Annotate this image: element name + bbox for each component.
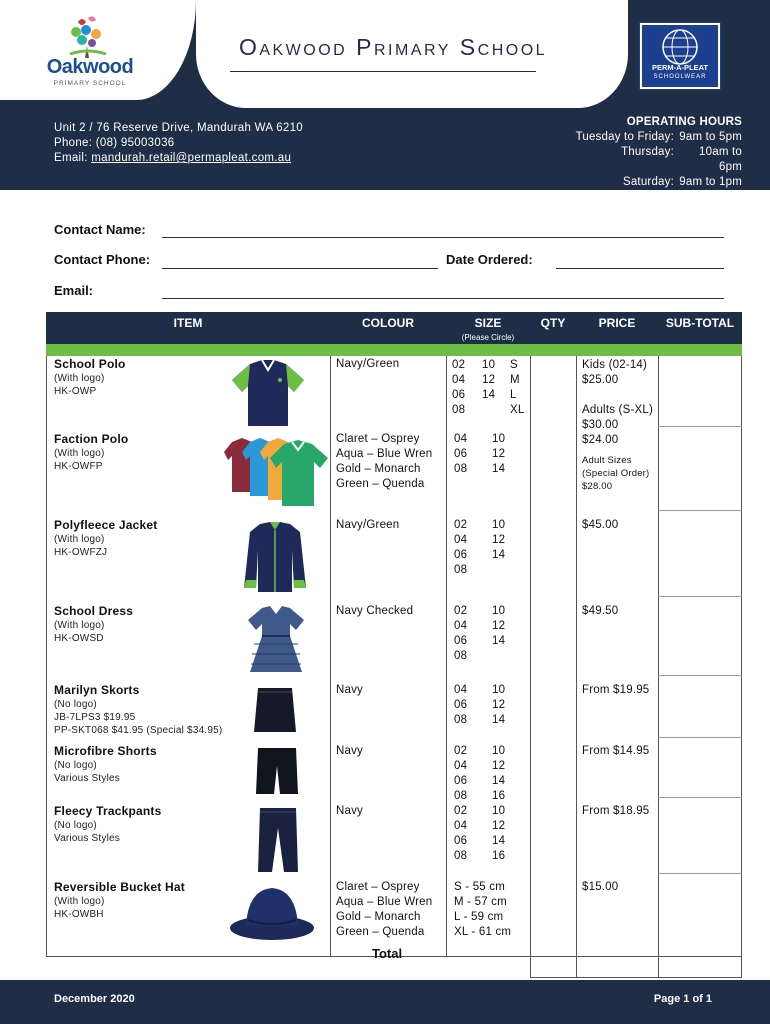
size-options[interactable] (454, 432, 532, 477)
item-code: PP-SKT068 $41.95 (Special $34.95) (54, 725, 223, 736)
list-item (54, 744, 157, 785)
colour-cell (336, 604, 413, 619)
title-rule (230, 71, 536, 72)
col-divider (446, 356, 447, 956)
size-option[interactable]: 14 (492, 835, 506, 847)
colour-cell (336, 357, 399, 372)
subtotal-row-line (658, 797, 742, 798)
price-value: $15.00 (582, 881, 619, 893)
price-label: Adults (S-XL) (582, 404, 653, 416)
col-price: PRICE (598, 316, 636, 330)
logo-subtitle: PRIMARY SCHOOL (53, 80, 127, 87)
col-divider (576, 356, 577, 978)
colour-value: Green – Quenda (336, 478, 425, 490)
size-option[interactable]: S (510, 359, 518, 371)
size-option[interactable]: 04 (454, 534, 468, 546)
date-ordered-label: Date Ordered: (446, 252, 533, 267)
size-option[interactable]: 06 (454, 835, 468, 847)
price-value: $25.00 (582, 374, 619, 386)
page-number: Page 1 of 1 (653, 993, 712, 1005)
microfibre-shorts-image (254, 746, 300, 798)
school-dress-image (244, 604, 308, 674)
size-option[interactable]: S - 55 cm (454, 881, 506, 893)
size-option[interactable]: 14 (482, 389, 496, 401)
size-option[interactable]: 06 (454, 448, 468, 460)
store-phone: Phone: (08) 95003036 (54, 137, 175, 149)
hours-day: Thursday: (621, 146, 674, 158)
size-option[interactable]: 08 (454, 564, 468, 576)
total-row-bottom (530, 977, 742, 978)
size-option[interactable]: 14 (492, 635, 506, 647)
item-name: Faction Polo (54, 432, 129, 446)
size-option[interactable]: XL (510, 404, 525, 416)
list-item (54, 683, 222, 737)
item-name: School Polo (54, 357, 126, 371)
size-option[interactable]: 12 (492, 620, 506, 632)
item-name: Microfibre Shorts (54, 744, 157, 758)
partner-subtitle: SCHOOLWEAR (653, 74, 707, 80)
item-note: (With logo) (54, 896, 105, 907)
colour-value: Navy Checked (336, 605, 414, 617)
size-option[interactable]: 10 (492, 433, 506, 445)
email-field-label: Email: (54, 283, 94, 298)
colour-value: Navy/Green (336, 358, 400, 370)
item-note: (No logo) (54, 760, 97, 771)
bucket-hat-image (226, 882, 318, 946)
size-option[interactable]: 10 (492, 519, 506, 531)
colour-value: Navy (336, 684, 364, 696)
size-option[interactable]: M - 57 cm (454, 896, 507, 908)
price-value: From $14.95 (582, 745, 650, 757)
price-label: Kids (02-14) (582, 359, 648, 371)
colour-value: Gold – Monarch (336, 463, 421, 475)
item-code: JB-7LPS3 $19.95 (54, 712, 136, 723)
colour-value: Navy (336, 805, 364, 817)
item-name: School Dress (54, 604, 134, 618)
colour-value: Gold – Monarch (336, 911, 421, 923)
size-option[interactable]: 02 (454, 519, 468, 531)
subtotal-row-line (658, 426, 742, 427)
size-option[interactable]: 02 (454, 605, 468, 617)
partner-name: PERM-A-PLEAT (651, 63, 709, 72)
item-name: Polyfleece Jacket (54, 518, 158, 532)
size-option[interactable]: 12 (492, 820, 506, 832)
colour-value: Aqua – Blue Wren (336, 896, 433, 908)
size-note: (Please Circle) (461, 333, 515, 342)
price-cell (582, 804, 649, 819)
size-options[interactable] (454, 880, 511, 940)
size-option[interactable]: 06 (454, 775, 468, 787)
colour-value: Aqua – Blue Wren (336, 448, 433, 460)
size-option[interactable]: 04 (454, 684, 468, 696)
hours-day: Tuesday to Friday: (575, 131, 674, 143)
trackpants-image (256, 806, 300, 876)
size-option[interactable]: 02 (454, 805, 468, 817)
list-item (54, 357, 126, 398)
table-border-right (741, 356, 742, 978)
price-cell (582, 604, 618, 619)
colour-cell (336, 744, 363, 759)
store-address: Unit 2 / 76 Reserve Drive, Mandurah WA 6210 (54, 122, 303, 134)
size-option[interactable]: 06 (452, 389, 466, 401)
item-code: HK-OWFZJ (54, 547, 108, 558)
colour-value: Claret – Osprey (336, 881, 420, 893)
item-code: HK-OWBH (54, 909, 104, 920)
size-option[interactable] (482, 403, 510, 418)
size-option[interactable]: 08 (452, 404, 466, 416)
size-option[interactable]: 10 (492, 805, 506, 817)
item-note: (With logo) (54, 373, 105, 384)
size-option[interactable]: 14 (492, 549, 506, 561)
email-field[interactable] (162, 298, 724, 299)
form-title: Uniform Order Form (284, 85, 478, 107)
subtotal-row-line (658, 737, 742, 738)
colour-cell (336, 683, 363, 698)
size-option[interactable]: 08 (454, 850, 468, 862)
colour-cell (336, 880, 432, 940)
email-label: Email: (54, 152, 92, 164)
col-size: SIZE (474, 316, 502, 330)
size-option[interactable]: 08 (454, 463, 468, 475)
size-option[interactable]: 04 (454, 820, 468, 832)
size-option[interactable]: 10 (492, 684, 506, 696)
col-divider (658, 356, 659, 978)
total-label: Total (372, 946, 403, 961)
contact-name-label: Contact Name: (54, 222, 146, 237)
date-ordered-field[interactable] (556, 268, 724, 269)
contact-phone-field[interactable] (162, 268, 438, 269)
size-options[interactable] (454, 604, 532, 664)
price-label: Adult Sizes (582, 455, 632, 466)
hours-day: Saturday: (622, 176, 674, 188)
size-option[interactable]: 04 (454, 433, 468, 445)
size-option[interactable]: XL - 61 cm (454, 926, 512, 938)
globe-icon (642, 27, 718, 67)
size-option[interactable]: 14 (492, 775, 506, 787)
hours-time: 9am to 5pm (679, 131, 742, 143)
size-option[interactable]: 12 (482, 374, 496, 386)
contact-phone-label: Contact Phone: (54, 252, 151, 267)
price-note: (Special Order) (582, 468, 650, 479)
store-address-block (54, 121, 303, 166)
item-note: (With logo) (54, 534, 105, 545)
size-option[interactable]: 06 (454, 699, 468, 711)
item-note: Various Styles (54, 773, 120, 784)
operating-hours (576, 115, 742, 190)
subtotal-row-line (658, 510, 742, 511)
price-value: $24.00 (582, 434, 619, 446)
item-name: Reversible Bucket Hat (54, 880, 185, 894)
list-item (54, 804, 161, 845)
subtotal-row-line (658, 675, 742, 676)
size-option[interactable]: 08 (454, 790, 468, 802)
list-item (54, 880, 185, 921)
price-value: $49.50 (582, 605, 619, 617)
price-cell (582, 880, 618, 895)
contact-name-field[interactable] (162, 237, 724, 238)
size-option[interactable]: 04 (452, 374, 466, 386)
store-email-line (54, 151, 303, 166)
subtotal-row-line (658, 873, 742, 874)
colour-cell (336, 804, 363, 819)
size-option[interactable]: 08 (454, 650, 468, 662)
item-note: (With logo) (54, 448, 105, 459)
school-polo-image (228, 358, 308, 430)
size-option[interactable]: 10 (492, 745, 506, 757)
table-border-left (46, 356, 47, 956)
list-item (54, 518, 157, 559)
email-link[interactable]: mandurah.retail@permapleat.com.au (91, 152, 292, 164)
item-note: Various Styles (54, 833, 120, 844)
size-option[interactable]: 04 (454, 760, 468, 772)
price-cell (582, 683, 649, 698)
list-item (54, 604, 133, 645)
size-options[interactable] (454, 518, 532, 578)
size-option[interactable]: M (510, 374, 520, 386)
skorts-image (252, 686, 298, 736)
hours-row (576, 145, 742, 175)
price-value: From $18.95 (582, 805, 650, 817)
size-option[interactable]: 14 (492, 714, 506, 726)
colour-cell (336, 432, 432, 492)
size-option[interactable]: 12 (492, 699, 506, 711)
price-value: $45.00 (582, 519, 619, 531)
item-code: HK-OWP (54, 386, 97, 397)
header-accent-bar (46, 344, 742, 356)
col-qty: QTY (540, 316, 566, 330)
size-options[interactable] (452, 358, 530, 418)
size-options[interactable] (454, 744, 532, 804)
item-code: HK-OWFP (54, 461, 103, 472)
size-option[interactable]: 02 (454, 745, 468, 757)
item-code: HK-OWSD (54, 633, 104, 644)
price-cell (582, 518, 618, 533)
colour-cell (336, 518, 399, 533)
colour-value: Green – Quenda (336, 926, 425, 938)
polyfleece-jacket-image (242, 520, 308, 594)
item-note: (No logo) (54, 820, 97, 831)
item-name: Marilyn Skorts (54, 683, 140, 697)
col-subtotal: SUB-TOTAL (665, 316, 735, 330)
size-option[interactable]: 10 (492, 605, 506, 617)
faction-polo-image (222, 434, 334, 510)
size-option[interactable]: L - 59 cm (454, 911, 504, 923)
size-option[interactable]: 06 (454, 549, 468, 561)
list-item (54, 432, 128, 473)
size-option[interactable]: 02 (452, 359, 466, 371)
size-option[interactable]: 14 (492, 463, 506, 475)
footer-date: December 2020 (54, 993, 135, 1005)
size-option[interactable]: 08 (454, 714, 468, 726)
item-note: (No logo) (54, 699, 97, 710)
hours-title: OPERATING HOURS (626, 116, 742, 128)
size-options[interactable] (454, 804, 532, 864)
total-value-field[interactable] (658, 957, 742, 977)
col-item: ITEM (173, 316, 203, 330)
subtotal-row-line (658, 596, 742, 597)
price-value: $28.00 (582, 481, 613, 492)
colour-value: Claret – Osprey (336, 433, 420, 445)
order-table (46, 312, 742, 978)
item-name: Fleecy Trackpants (54, 804, 162, 818)
hours-time: 9am to 1pm (679, 176, 742, 188)
polo-price-cell (582, 358, 653, 493)
size-option[interactable]: 10 (482, 359, 496, 371)
school-title: Oakwood Primary School (238, 34, 548, 60)
colour-value: Navy (336, 745, 364, 757)
price-value: $30.00 (582, 419, 619, 431)
size-option[interactable]: 16 (492, 850, 506, 862)
size-option[interactable]: 06 (454, 635, 468, 647)
hours-row (576, 130, 742, 145)
logo-name: Oakwood (46, 56, 134, 78)
item-note: (With logo) (54, 620, 105, 631)
size-option[interactable]: 04 (454, 620, 468, 632)
hours-row (576, 175, 742, 190)
size-options[interactable] (454, 683, 532, 728)
size-option[interactable]: 12 (492, 534, 506, 546)
price-cell (582, 744, 649, 759)
colour-value: Navy/Green (336, 519, 400, 531)
hours-time: 10am to 6pm (699, 146, 742, 173)
col-colour: COLOUR (362, 316, 414, 330)
price-value: From $19.95 (582, 684, 650, 696)
size-option[interactable]: 16 (492, 790, 506, 802)
size-option[interactable]: 12 (492, 760, 506, 772)
size-option[interactable]: 12 (492, 448, 506, 460)
size-option[interactable]: L (510, 389, 517, 401)
